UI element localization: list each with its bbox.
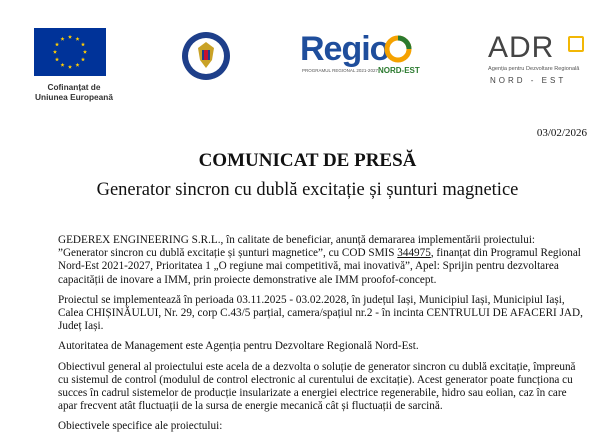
eu-caption	[22, 82, 126, 102]
smis-code: 344975	[397, 247, 431, 260]
regio-wordmark: Regio	[300, 30, 390, 68]
paragraph-objective: Obiectivul general al proiectului este acela de a dezvolta o soluție de generator sincron cu dublă excitație, împreună cu sistemul de control (modulul de control electronic al curentului de excitație). Acest generator poate funcționa cu succes în cadrul sistemelor de producție insularizate a energiei electrice regenerabile, hidro sau eolian, caz în care apar frecvent atât fluctuații de la sursa de energie mecanică cât și fluctuații de sarcină.	[58, 360, 576, 413]
adr-wordmark: ADR	[488, 31, 555, 64]
paragraph-intro	[58, 234, 584, 287]
intro-text-a: GEDEREX ENGINEERING S.R.L., în calitate de beneficiar, anunță demararea implementării proiectului: ”Generator sincron cu dublă excitație și șunturi magnetice”, cu COD SMIS	[58, 234, 536, 260]
eu-caption-line2: Uniunea Europeană	[35, 92, 113, 102]
regio-region: NORD-EST	[378, 66, 420, 75]
romanian-government-crest-icon	[180, 30, 232, 82]
paragraph-authority: Autoritatea de Management este Agenția pentru Dezvoltare Regională Nord-Est.	[58, 340, 419, 353]
paragraph-specific-objectives: Obiectivele specifice ale proiectului:	[58, 420, 223, 433]
adr-subtitle: Agenția pentru Dezvoltare Regională	[488, 66, 580, 72]
intro-text-b: , finanțat din Programul Regional Nord-Est 2021-2027, Prioritatea 1 „O regiune mai competitivă, mai inovativă”, Apel: Sprijin pentru dezvoltarea capacității de inovare a IMM, prin proiecte demonstrative ale IMM proofof-concept.	[58, 247, 581, 286]
regio-logo	[300, 30, 420, 80]
adr-square-icon	[568, 36, 584, 52]
regio-circle-icon	[384, 34, 412, 64]
regio-subtitle: PROGRAMUL REGIONAL 2021-2027	[302, 68, 378, 73]
paragraph-period: Proiectul se implementează în perioada 03.11.2025 - 03.02.2028, în județul Iași, Municipiul Iași, Municipiul Iași, Calea CHIȘINĂULUI, Nr. 29, corp C.43/5 parțial, camera/spațiul nr.2 - în incinta CENTRULUI DE AFACERI JAD, Județ Iași.	[58, 293, 583, 333]
eu-flag-icon	[34, 28, 106, 76]
adr-region: NORD - EST	[490, 76, 567, 85]
eu-caption-line1: Cofinanțat de	[47, 82, 101, 92]
page-title: COMUNICAT DE PRESĂ	[198, 150, 417, 171]
page-subtitle: Generator sincron cu dublă excitație și șunturi magnetice	[96, 180, 519, 200]
document-date: 03/02/2026	[536, 127, 587, 139]
logo-header	[0, 0, 615, 110]
adr-logo	[486, 32, 596, 92]
